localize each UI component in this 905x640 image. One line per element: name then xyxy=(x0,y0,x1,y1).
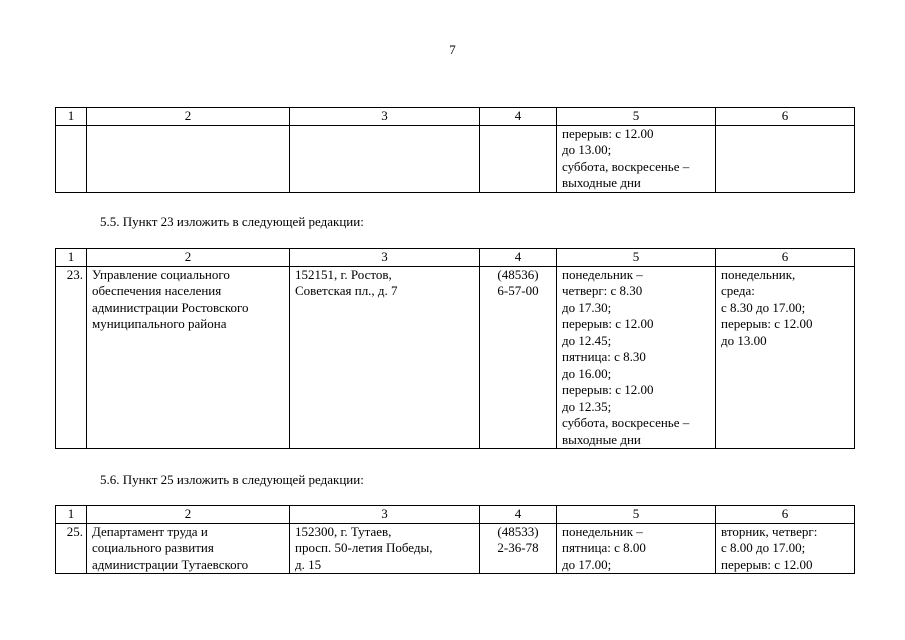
organization-cell xyxy=(87,523,290,574)
cell-line: 152300, г. Тутаев, xyxy=(295,523,392,539)
row-number-cell xyxy=(56,125,87,192)
cell-line: 2-36-78 xyxy=(497,540,539,555)
table-row xyxy=(56,523,855,574)
cell-line: до 17.30; xyxy=(562,299,612,315)
column-header: 5 xyxy=(557,249,716,267)
table-item-23 xyxy=(55,248,855,449)
cell-line: перерыв: с 12.00 xyxy=(562,125,654,141)
cell-line: 6-57-00 xyxy=(497,283,539,298)
column-header: 5 xyxy=(557,108,716,126)
cell-line: с 8.00 до 17.00; xyxy=(721,540,806,555)
cell-line: обеспечения населения xyxy=(92,283,222,298)
cell-line: перерыв: с 12.00 xyxy=(562,382,654,397)
cell-line: с 8.30 до 17.00; xyxy=(721,299,806,315)
column-header: 5 xyxy=(557,506,716,524)
cell-line: понедельник, xyxy=(721,266,796,282)
phone-cell xyxy=(480,523,557,574)
table-row xyxy=(56,125,855,192)
column-header: 1 xyxy=(56,108,87,126)
cell-line: (48533) xyxy=(497,523,539,539)
cell-line: суббота, воскресенье – xyxy=(562,158,690,174)
table-header-row xyxy=(56,249,855,267)
address-cell xyxy=(290,523,480,574)
cell-line: Советская пл., д. 7 xyxy=(295,283,398,298)
work-hours-cell xyxy=(557,523,716,574)
table-header-row xyxy=(56,108,855,126)
cell-line: выходные дни xyxy=(562,175,641,190)
cell-line: 152151, г. Ростов, xyxy=(295,266,392,282)
address-cell xyxy=(290,125,480,192)
cell-line: (48536) xyxy=(497,266,539,282)
cell-line: до 12.35; xyxy=(562,398,612,414)
cell-line: четверг: с 8.30 xyxy=(562,283,643,298)
reception-hours-cell xyxy=(716,523,855,574)
paragraph-5-6: 5.6. Пункт 25 изложить в следующей редакции: xyxy=(100,472,364,487)
column-header: 2 xyxy=(87,108,290,126)
page-number: 7 xyxy=(449,42,456,57)
column-header: 4 xyxy=(480,108,557,126)
table-header-row xyxy=(56,506,855,524)
cell-line: д. 15 xyxy=(295,556,322,572)
work-hours-cell xyxy=(557,125,716,192)
column-header: 6 xyxy=(716,249,855,267)
cell-line: среда: xyxy=(721,283,755,298)
cell-line: администрации Тутаевского xyxy=(92,556,249,572)
work-hours-cell xyxy=(557,266,716,449)
column-header: 3 xyxy=(290,249,480,267)
cell-line: Департамент труда и xyxy=(92,523,208,539)
column-header: 3 xyxy=(290,506,480,524)
cell-line: перерыв: с 12.00 xyxy=(562,316,654,331)
column-header: 6 xyxy=(716,506,855,524)
table-continuation xyxy=(55,107,855,193)
cell-line: муниципального района xyxy=(92,316,227,331)
table-row xyxy=(56,266,855,449)
cell-line: понедельник – xyxy=(562,266,643,282)
cell-line: до 13.00 xyxy=(721,332,767,348)
column-header: 2 xyxy=(87,506,290,524)
paragraph-5-5: 5.5. Пункт 23 изложить в следующей редакции: xyxy=(100,214,364,229)
row-number-cell: 25. xyxy=(56,523,87,574)
organization-cell xyxy=(87,266,290,449)
column-header: 4 xyxy=(480,249,557,267)
cell-line: до 13.00; xyxy=(562,142,612,157)
cell-line: просп. 50-летия Победы, xyxy=(295,540,433,555)
cell-line: вторник, четверг: xyxy=(721,523,818,539)
address-cell xyxy=(290,266,480,449)
cell-line: до 16.00; xyxy=(562,365,612,381)
cell-line: до 12.45; xyxy=(562,332,612,348)
column-header: 6 xyxy=(716,108,855,126)
column-header: 3 xyxy=(290,108,480,126)
cell-line: суббота, воскресенье – xyxy=(562,415,690,430)
column-header: 1 xyxy=(56,506,87,524)
phone-cell xyxy=(480,125,557,192)
reception-hours-cell xyxy=(716,125,855,192)
organization-cell xyxy=(87,125,290,192)
cell-line: социального развития xyxy=(92,540,214,555)
reception-hours-cell xyxy=(716,266,855,449)
cell-line: администрации Ростовского xyxy=(92,299,249,315)
table-item-25 xyxy=(55,505,855,574)
cell-line: Управление социального xyxy=(92,266,230,282)
cell-line: пятница: с 8.30 xyxy=(562,349,646,364)
column-header: 4 xyxy=(480,506,557,524)
column-header: 1 xyxy=(56,249,87,267)
cell-line: пятница: с 8.00 xyxy=(562,540,646,555)
cell-line: понедельник – xyxy=(562,523,643,539)
cell-line: до 17.00; xyxy=(562,556,612,572)
column-header: 2 xyxy=(87,249,290,267)
row-number-cell: 23. xyxy=(56,266,87,449)
cell-line: перерыв: с 12.00 xyxy=(721,556,813,572)
cell-line: перерыв: с 12.00 xyxy=(721,316,813,331)
cell-line: выходные дни xyxy=(562,431,641,447)
phone-cell xyxy=(480,266,557,449)
